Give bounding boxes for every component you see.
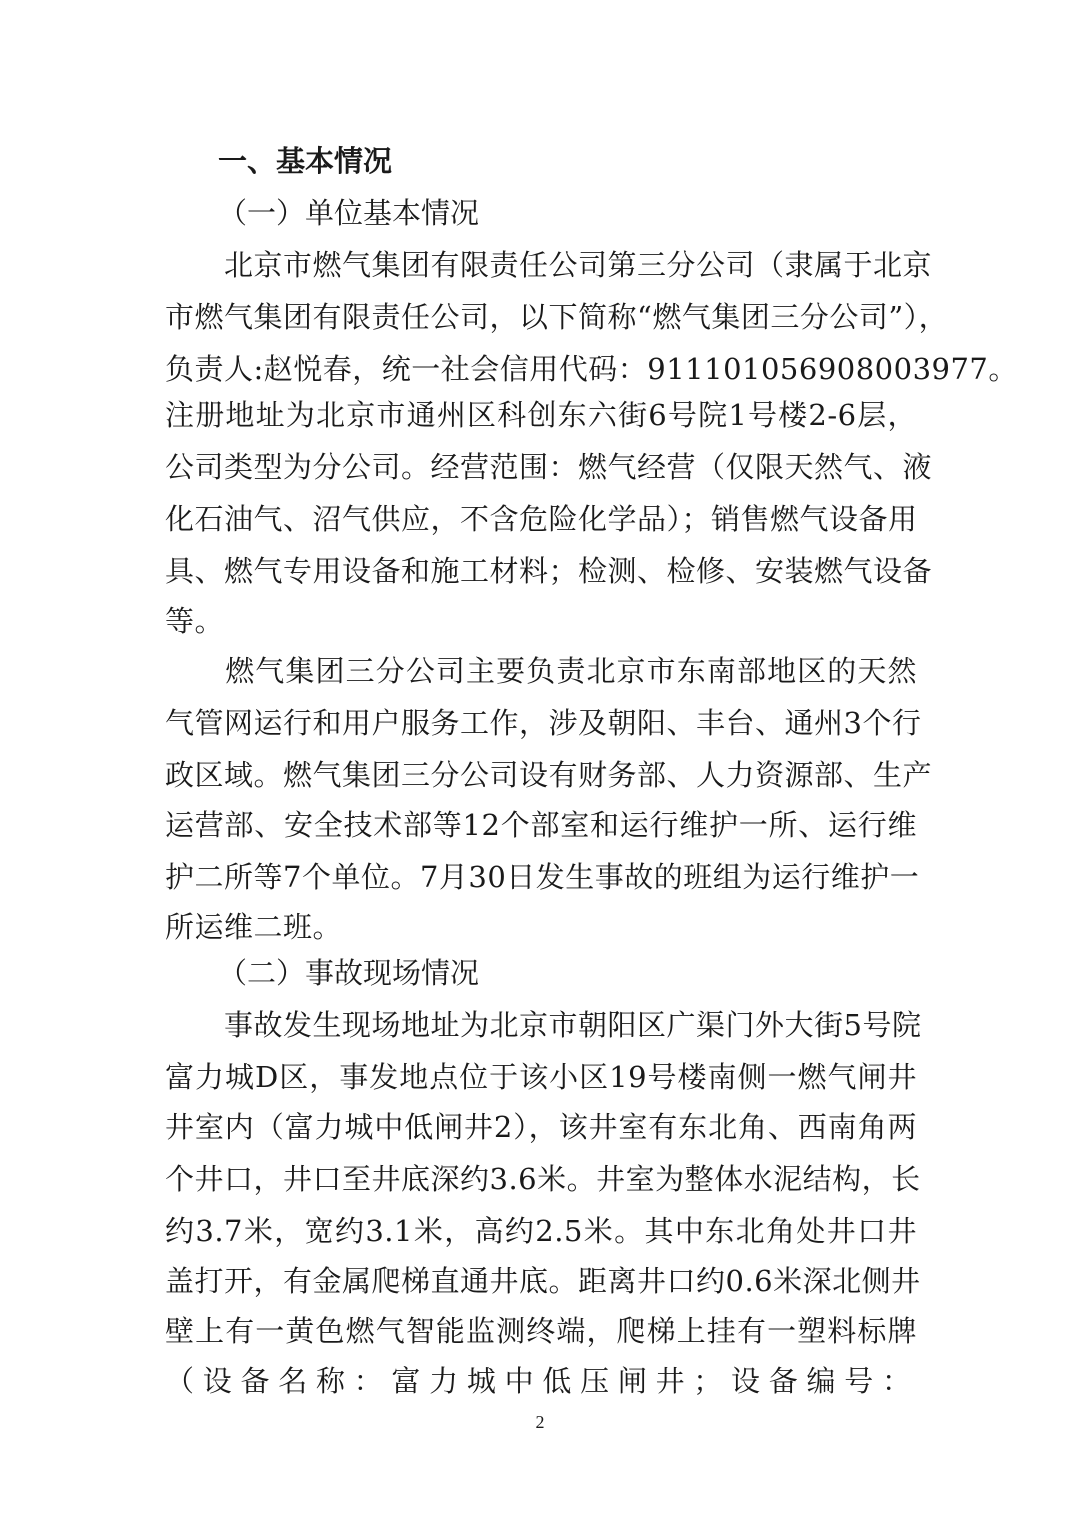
heading-basic-situation: 一、基本情况 bbox=[218, 144, 393, 178]
paragraph-line: 井室内（富力城中低闸井2），该井室有东北角、西南角两 bbox=[165, 1110, 917, 1144]
paragraph-line: 负责人:赵悦春，统一社会信用代码：911101056908003977。 bbox=[165, 352, 1018, 386]
subheading-unit-info: （一）单位基本情况 bbox=[218, 196, 480, 230]
paragraph-line: 市燃气集团有限责任公司，以下简称“燃气集团三分公司”）， bbox=[165, 300, 949, 334]
paragraph-line: 化石油气、沼气供应，不含危险化学品）；销售燃气设备用 bbox=[165, 502, 918, 536]
paragraph-line: （设备名称：富力城中低压闸井；设备编号： bbox=[165, 1364, 917, 1398]
paragraph-line: 富力城D区，事发地点位于该小区19号楼南侧一燃气闸井 bbox=[165, 1060, 917, 1094]
subheading-accident-scene: （二）事故现场情况 bbox=[218, 956, 480, 990]
paragraph-line: 具、燃气专用设备和施工材料；检测、检修、安装燃气设备 bbox=[165, 554, 933, 588]
paragraph-line: 燃气集团三分公司主要负责北京市东南部地区的天然 bbox=[165, 654, 917, 688]
paragraph-line: 气管网运行和用户服务工作，涉及朝阳、丰台、通州3个行 bbox=[165, 706, 922, 740]
paragraph-line: 事故发生现场地址为北京市朝阳区广渠门外大街5号院 bbox=[165, 1008, 922, 1042]
paragraph-line: 约3.7米，宽约3.1米，高约2.5米。其中东北角处井口井 bbox=[165, 1214, 917, 1248]
paragraph-line: 盖打开，有金属爬梯直通井底。距离井口约0.6米深北侧井 bbox=[165, 1264, 921, 1298]
paragraph-line: 壁上有一黄色燃气智能监测终端，爬梯上挂有一塑料标牌 bbox=[165, 1314, 917, 1348]
page-number: 2 bbox=[535, 1412, 545, 1432]
paragraph-line: 注册地址为北京市通州区科创东六街6号院1号楼2-6层， bbox=[165, 398, 917, 432]
paragraph-line: 北京市燃气集团有限责任公司第三分公司（隶属于北京 bbox=[165, 248, 933, 282]
paragraph-line: 政区域。燃气集团三分公司设有财务部、人力资源部、生产 bbox=[165, 758, 933, 792]
paragraph-line: 公司类型为分公司。经营范围：燃气经营（仅限天然气、液 bbox=[165, 450, 933, 484]
paragraph-line: 护二所等7个单位。7月30日发生事故的班组为运行维护一 bbox=[165, 860, 920, 894]
paragraph-line: 等。 bbox=[165, 604, 225, 638]
paragraph-line: 运营部、安全技术部等12个部室和运行维护一所、运行维 bbox=[165, 808, 917, 842]
paragraph-line: 个井口，井口至井底深约3.6米。井室为整体水泥结构，长 bbox=[165, 1162, 921, 1196]
paragraph-line: 所运维二班。 bbox=[165, 910, 343, 944]
